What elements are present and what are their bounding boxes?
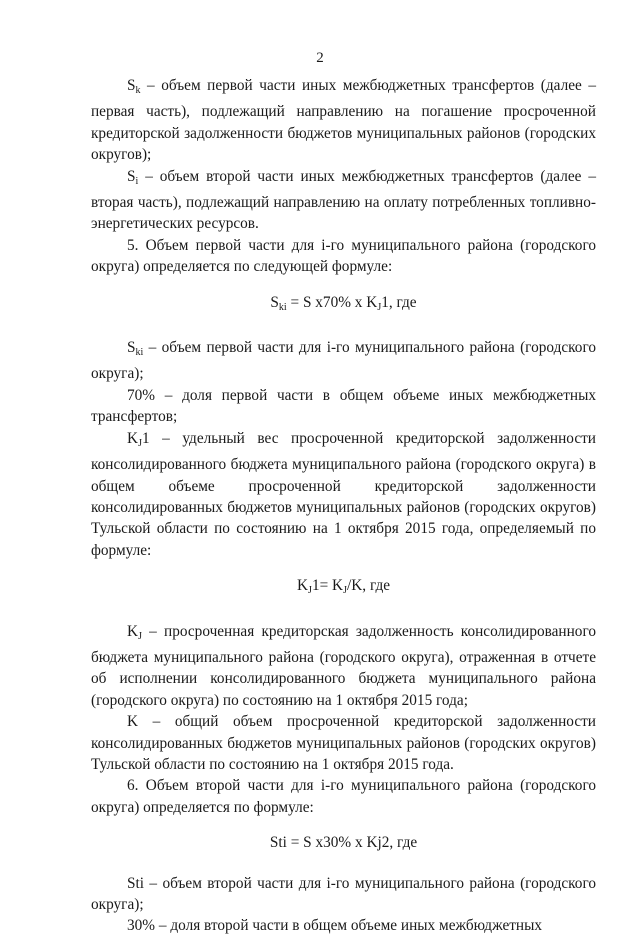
page-number: 2 (316, 50, 324, 66)
paragraph: 30% – доля второй части в общем объеме иных межбюджетных (127, 917, 543, 935)
formula: Sti = S х30% х Kj2, где (269, 834, 418, 852)
paragraph: $K_J1$ – удельный вес просроченной кредиторской задолженности консолидированного бюджета муниципального района (городского округа) в общем объеме просроченной кредиторской задолженности консолидированных бюджетов муниципальных районов (городских округов) Тульской области по состоянию на 1 октября 2015 года, определяемый по формуле: (91, 429, 596, 559)
paragraph: $S_i$ – объем второй части иных межбюджетных трансфертов (далее – вторая часть), подлежащий направлению на оплату потребленных топливно-энергетических ресурсов. (91, 167, 596, 233)
paragraph: $S_{ki}$ – объем первой части для i-го муниципального района (городского округа); (91, 339, 596, 383)
formula: $K_J1= K_J/K$, где (296, 577, 391, 597)
paragraph: Sti – объем второй части для i-го муниципального района (городского округа); (91, 874, 596, 913)
paragraph: 70% – доля первой части в общем объеме иных межбюджетных трансфертов; (91, 386, 596, 426)
paragraph: $S_k$ – объем первой части иных межбюджетных трансфертов (далее – первая часть), подлежащий направлению на погашение просроченной кредиторской задолженности бюджетов муниципальных районов (городских округов); (91, 77, 596, 164)
formula: $S_{ki} = S$ х70% х $K_J1$, где (270, 293, 417, 313)
paragraph: 6. Объем второй части для i-го муниципального района (городского округа) определяется по формуле: (91, 777, 596, 816)
document-body (91, 75, 596, 937)
paragraph: $K_J$ – просроченная кредиторская задолженность консолидированного бюджета муниципального района (городского округа), отраженная в отчете об исполнении консолидированного бюджета муниципального района (городского округа) по состоянию на 1 октября 2015 года; (91, 622, 596, 709)
paragraph: K – общий объем просроченной кредиторской задолженности консолидированных бюджетов муниципальных районов (городских округов) Тульской области по состоянию на 1 октября 2015 года. (91, 713, 596, 773)
paragraph: 5. Объем первой части для i-го муниципального района (городского округа) определяется по следующей формуле: (91, 236, 596, 276)
